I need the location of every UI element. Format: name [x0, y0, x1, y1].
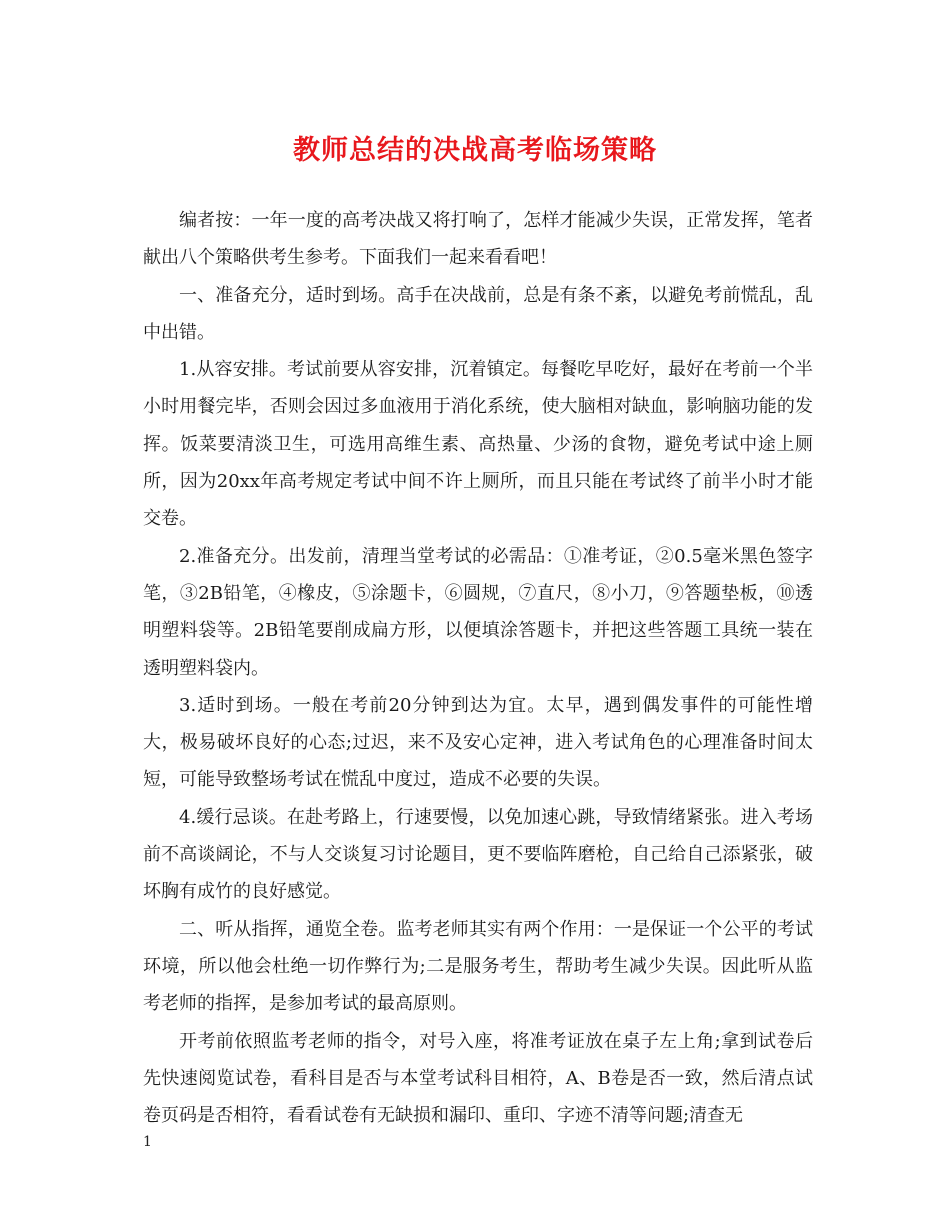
paragraph-section-two: 二、听从指挥，通览全卷。监考老师其实有两个作用：一是保证一个公平的考试环境，所以他会杜绝一切作弊行为;二是服务考生，帮助考生减少失误。因此听从监考老师的指挥，是参加考试的最高原则。 [143, 918, 813, 1015]
paragraph-item-2: 2.准备充分。出发前，清理当堂考试的必需品：①准考证，②0.5毫米黑色签字笔，③2B铅笔，④橡皮，⑤涂题卡，⑥圆规，⑦直尺，⑧小刀，⑨答题垫板，⑩透明塑料袋等。2B铅笔要削成扁方形，以便填涂答题卡，并把这些答题工具统一装在透明塑料袋内。 [143, 545, 813, 679]
paragraph-item-1: 1.从容安排。考试前要从容安排，沉着镇定。每餐吃早吃好，最好在考前一个半小时用餐完毕，否则会因过多血液用于消化系统，使大脑相对缺血，影响脑功能的发挥。饭菜要清淡卫生，可选用高维生素、高热量、少汤的食物，避免考试中途上厕所，因为20xx年高考规定考试中间不许上厕所，而且只能在考试终了前半小时才能交卷。 [143, 359, 813, 530]
paragraph-section-one: 一、准备充分，适时到场。高手在决战前，总是有条不紊，以避免考前慌乱，乱中出错。 [143, 284, 813, 343]
page-number: 1 [143, 1134, 152, 1150]
paragraph-editor-note: 编者按：一年一度的高考决战又将打响了，怎样才能减少失误，正常发挥，笔者献出八个策略供考生参考。下面我们一起来看看吧！ [143, 210, 813, 269]
paragraph-item-3: 3.适时到场。一般在考前20分钟到达为宜。太早，遇到偶发事件的可能性增大，极易破坏良好的心态;过迟，来不及安心定神，进入考试角色的心理准备时间太短，可能导致整场考试在慌乱中度过，造成不必要的失误。 [143, 694, 813, 791]
document-body [143, 202, 813, 1134]
paragraph-item-4: 4.缓行忌谈。在赴考路上，行速要慢，以免加速心跳，导致情绪紧张。进入考场前不高谈阔论，不与人交谈复习讨论题目，更不要临阵磨枪，自己给自己添紧张，破坏胸有成竹的良好感觉。 [143, 806, 813, 903]
paragraph-exam-start: 开考前依照监考老师的指令，对号入座，将准考证放在桌子左上角;拿到试卷后先快速阅览试卷，看科目是否与本堂考试科目相符，A、B卷是否一致，然后清点试卷页码是否相符，看看试卷有无缺损和漏印、重印、字迹不清等问题;清查无 [143, 1030, 813, 1127]
page-title: 教师总结的决战高考临场策略 [293, 135, 657, 166]
